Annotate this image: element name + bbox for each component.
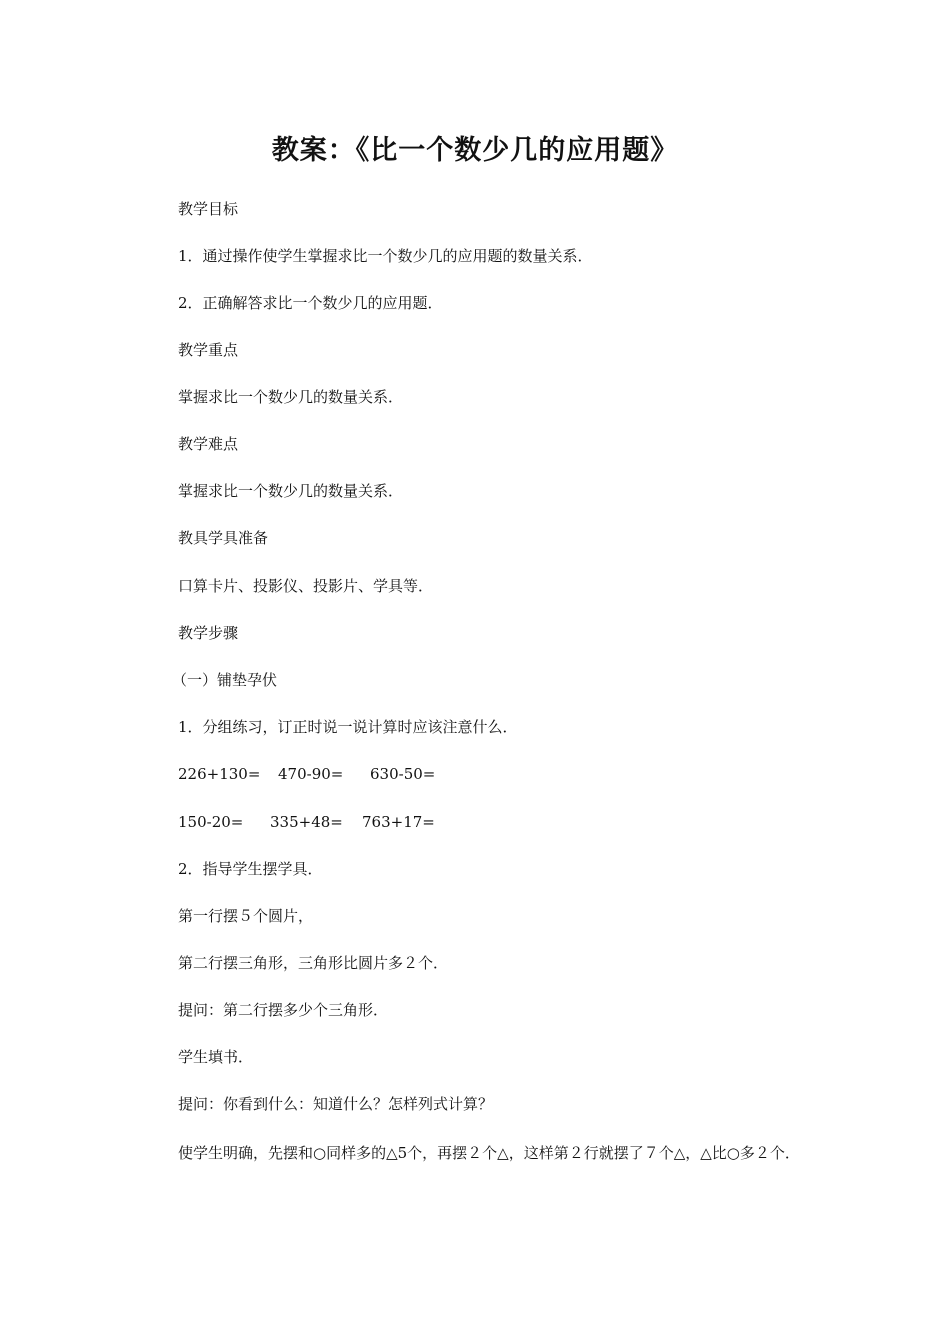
heading-difficulties: 教学难点 xyxy=(178,435,239,453)
heading-key-points: 教学重点 xyxy=(178,341,239,359)
calc-expression: 470-90= xyxy=(278,765,344,783)
document-title: 教案：《比一个数少几的应用题》 xyxy=(271,135,679,166)
heading-steps: 教学步骤 xyxy=(178,624,239,642)
heading-materials: 教具学具准备 xyxy=(178,529,269,547)
materials-text: 口算卡片、投影仪、投影片、学具等． xyxy=(178,577,434,595)
key-point-text: 掌握求比一个数少几的数量关系． xyxy=(178,388,404,406)
goal-item-2: 2．正确解答求比一个数少几的应用题． xyxy=(178,294,443,312)
calc-expression: 226+130= xyxy=(178,765,261,783)
question-text: 提问：第二行摆多少个三角形． xyxy=(178,1001,389,1019)
instruction-row-2: 第二行摆三角形，三角形比圆片多２个． xyxy=(178,954,449,972)
calc-expression: 150-20= xyxy=(178,813,244,831)
calc-expression: 763+17= xyxy=(362,813,435,831)
goal-item-1: 1．通过操作使学生掌握求比一个数少几的应用题的数量关系． xyxy=(178,247,593,265)
calc-expression: 630-50= xyxy=(370,765,436,783)
calc-expression: 335+48= xyxy=(270,813,343,831)
heading-teaching-goals: 教学目标 xyxy=(178,200,239,218)
step-section-1: （一）铺垫孕伏 xyxy=(172,671,278,689)
question-text-2: 提问：你看到什么：知道什么？怎样列式计算？ xyxy=(178,1095,494,1113)
difficulty-text: 掌握求比一个数少几的数量关系． xyxy=(178,482,404,500)
instruction-row-1: 第一行摆５个圆片， xyxy=(178,907,314,925)
explanation-paragraph: 使学生明确，先摆和○同样多的△5个，再摆２个△，这样第２行就摆了７个△，△比○多２个． xyxy=(178,1144,800,1162)
student-fill-text: 学生填书． xyxy=(178,1048,254,1066)
step-item-1: 1．分组练习，订正时说一说计算时应该注意什么． xyxy=(178,718,518,736)
step-item-2: 2．指导学生摆学具． xyxy=(178,860,323,878)
